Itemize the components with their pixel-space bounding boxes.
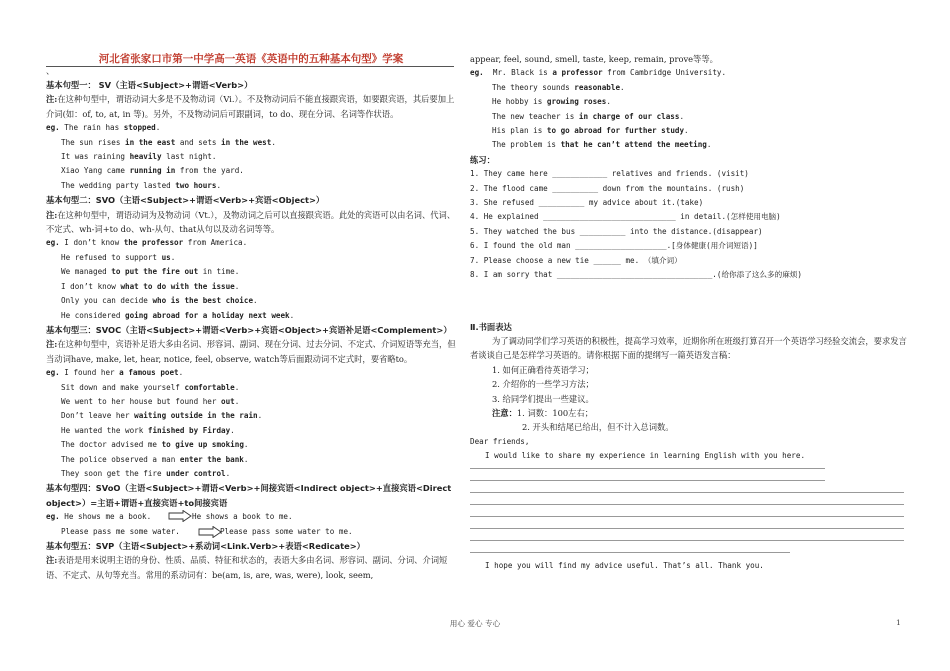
writing-line[interactable] [470,516,904,517]
writing-line[interactable] [470,504,904,505]
page-title: 河北省张家口市第一中学高一英语《英语中的五种基本句型》学案 [98,53,404,65]
pattern5-example: eg. Mr. Black is a professor from Cambridge University. [470,68,727,78]
pattern5-note-continued: appear, feel, sound, smell, taste, keep, remain, prove等等。 [470,54,718,64]
pattern1-example: It was raining heavily last night. [61,152,217,162]
writing-point: 1. 如何正确看待英语学习； [492,364,594,375]
right-column [470,52,910,573]
pattern1-heading: 基本句型一： SV（主语<Subject>+谓语<Verb>） [46,80,253,90]
pattern2-example: We managed to put the fire out in time. [61,267,240,277]
pattern3-example: Don’t leave her waiting outside in the rain. [61,411,263,421]
pattern1-example: Xiao Yang came running in from the yard. [61,166,244,176]
left-column [46,0,456,582]
writing-line[interactable] [470,492,904,493]
pattern1-note: 注:在这种句型中，谓语动词大多是不及物动词（Vi.）。不及物动词后不能直接跟宾语，如要跟宾语，其后要加上介词(如：of, to, at, in 等)。另外，不及物动词后可跟副词，to do、现在分词、名词等作状语。 [46,94,455,119]
pattern3-example: We went to her house but found her out. [61,396,240,406]
writing-heading: Ⅱ.书面表达 [470,321,512,332]
pattern2-note: 注:在这种句型中，谓语动词为及物动词（Vt.），及物动词之后可以直接跟宾语。此处的宾语可以由名词、代词、不定式、wh-词+to do、wh-从句、that从句以及动名词等等。 [46,209,456,235]
letter-salutation: Dear friends, [470,436,530,446]
writing-line[interactable] [470,552,790,553]
pattern1-example: The wedding party lasted two hours. [61,180,222,190]
practice-item: 5. They watched the bus __________ into the distance.(disappear) [470,226,763,236]
practice-item: 7. Please choose a new tie ______ me. （填介词） [470,255,682,265]
writing-note: 2. 开头和结尾已给出，但不计入总词数。 [522,422,674,433]
pattern2-example: eg. I don’t know the professor from America. [46,238,248,248]
pattern5-example: He hobby is growing roses. [492,97,611,107]
pattern5-note: 注:表语是用来说明主语的身份、性质、品质、特征和状态的，表语大多由名词、形容词、副词、分词、介词短语、不定式、从句等充当。常用的系动词有：be(am, is, are, was, were), look, seem, [46,555,448,580]
pattern3-example: Sit down and make yourself comfortable. [61,382,240,392]
practice-item: 2. The flood came __________ down from the mountains. (rush) [470,183,745,193]
pattern5-example: His plan is to go abroad for further study. [492,126,689,136]
writing-point: 3. 给同学们提出一些建议。 [492,393,594,404]
writing-line[interactable] [470,468,825,469]
writing-note: 注意：1. 词数：100左右； [492,407,594,418]
pattern2-example: He refused to support us. [61,252,176,262]
letter-closing: I hope you will find my advice useful. That’s all. Thank you. [485,560,764,570]
pattern3-example: The police observed a man enter the bank. [61,454,249,464]
pattern3-example: The doctor advised me to give up smoking. [61,440,249,450]
practice-item: 4. He explained _____________________________ in detail.(怎样使用电脑) [470,212,781,222]
pattern3-example: They soon get the fire under control. [61,468,231,478]
pattern3-example: He wanted the work finished by Firday. [61,425,235,435]
pattern2-example: He considered going abroad for a holiday next week. [61,310,295,320]
pattern5-example: The new teacher is in charge of our class. [492,111,685,121]
pattern4-heading: 基本句型四：SVoO（主语<Subject>+谓语<Verb>+间接宾语<Indirect object>+直接宾语<Direct object>）=主语+谓语+直接宾语+to间接宾语 [46,483,452,508]
pattern4-example: eg. He shows me a book. He shows a book to me. [46,510,456,524]
writing-line[interactable] [470,480,825,481]
practice-item: 1. They came here ____________ relatives and friends. (visit) [470,169,749,179]
pattern4-example: Please pass me some water. Please pass some water to me. [46,525,456,539]
pattern5-heading: 基本句型五：SVP（主语<Subject>+系动词<Link.Verb>+表语<Redicate>） [46,541,365,551]
writing-line[interactable] [470,528,904,529]
practice-item: 8. I am sorry that __________________________________.(给你添了这么多的麻烦) [470,270,802,280]
pattern3-heading: 基本句型三：SVOC（主语<Subject>+谓语<Verb>+宾语<Object>+宾语补足语<Complement>） [46,324,452,335]
transform-arrow-icon [198,526,222,543]
pattern2-example: Only you can decide who is the best choice. [61,296,258,306]
page-number: 1 [896,618,901,627]
title-mark: 、 [46,66,55,76]
practice-item: 3. She refused __________ my advice about it.(take) [470,198,704,208]
pattern2-heading: 基本句型二：SVO（主语<Subject>+谓语<Verb>+宾语<Object>） [46,195,325,206]
pattern5-example: The theory sounds reasonable. [492,82,625,92]
pattern1-example: eg. The rain has stopped. [46,123,161,133]
pattern3-note: 注:在这种句型中，宾语补足语大多由名词、形容词、副词、现在分词、过去分词、不定式、介词短语等充当，但当动词have, make, let, hear, notice, feel, observe, watch等后面跟动词不定式时，要省略to。 [46,339,456,364]
pattern5-example: The problem is that he can’t attend the meeting. [492,140,712,150]
pattern2-example: I don’t know what to do with the issue. [61,281,240,291]
writing-lines[interactable] [470,468,910,553]
writing-line[interactable] [470,540,904,541]
page-footer: 用心 爱心 专心 [449,619,501,628]
pattern1-example: The sun rises in the east and sets in the west. [61,137,276,147]
writing-point: 2. 介绍你的一些学习方法； [492,379,594,390]
writing-intro: 为了调动同学们学习英语的积极性，提高学习效率，近期你所在班级打算召开一个英语学习经验交流会，要求发言者谈谈自己是怎样学习英语的。请你根据下面的提纲写一篇英语发言稿： [470,335,907,361]
letter-opening: I would like to share my experience in learning English with you here. [485,451,806,461]
practice-item: 6. I found the old man ____________________.[身体健康(用介词短语)] [470,241,758,251]
practice-heading: 练习： [470,154,495,165]
pattern3-example: eg. I found her a famous poet. [46,368,184,378]
